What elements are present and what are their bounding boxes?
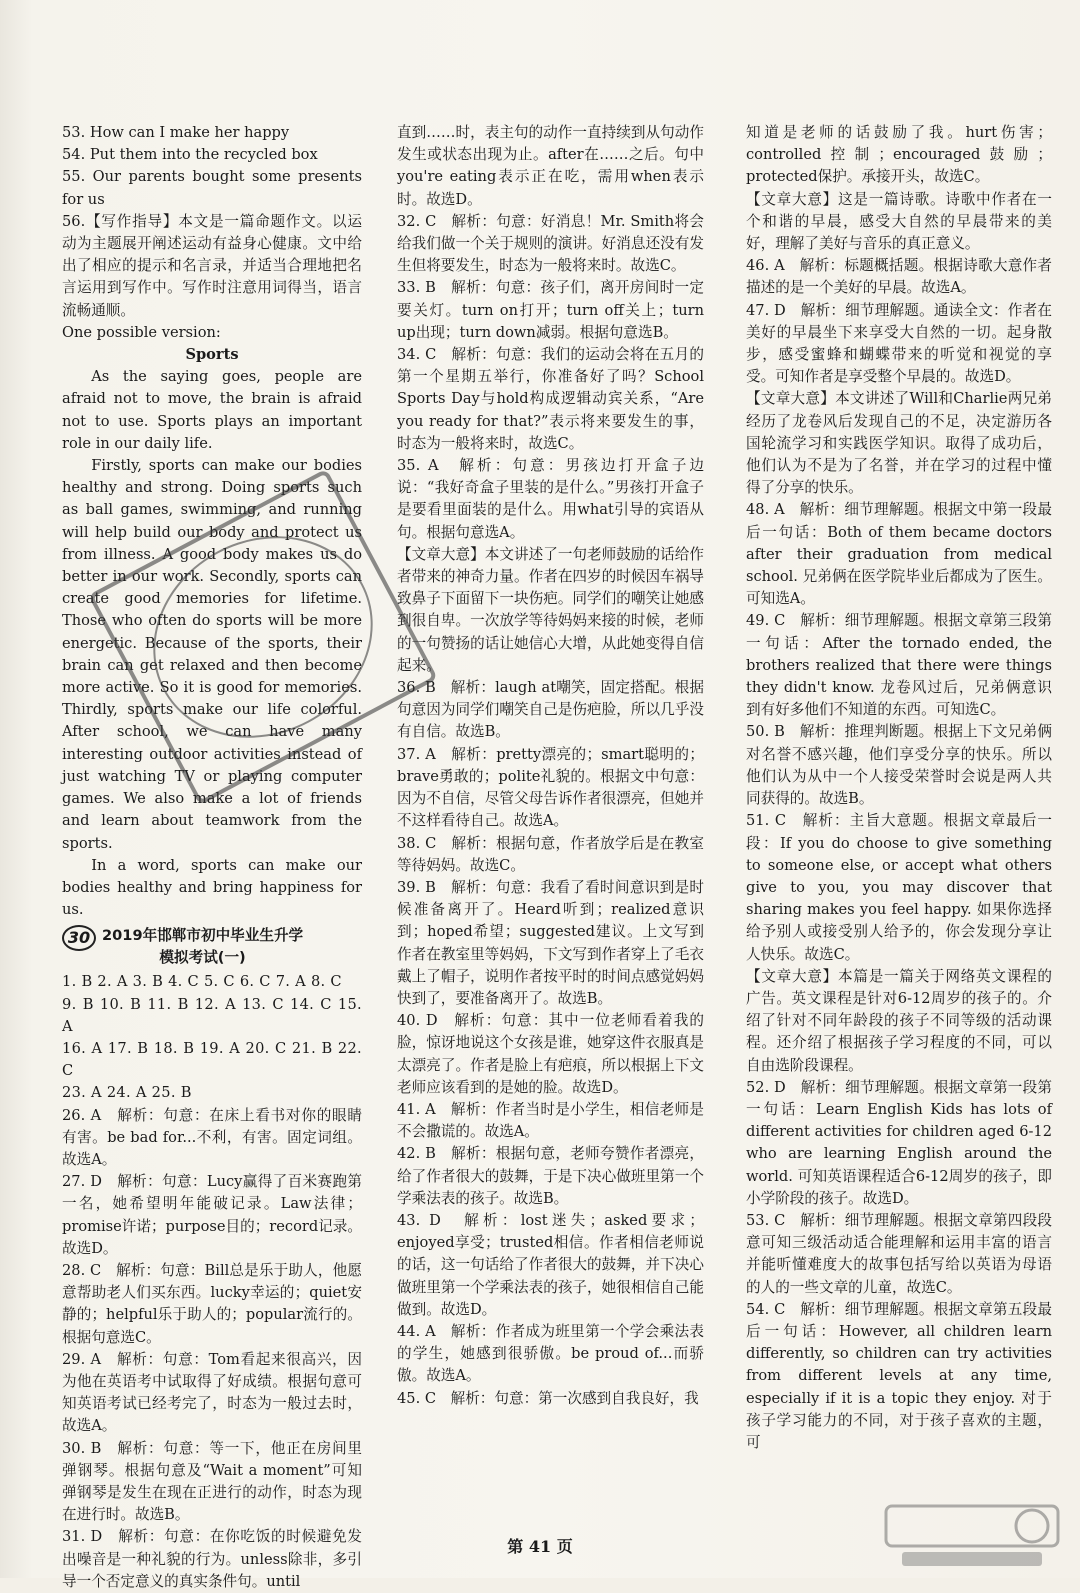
article-summary: 【文章大意】本文讲述了Will和Charlie两兄弟经历了龙卷风后发现自己的不足，决定游历各国轮流学习和实践医学知识。取得了成功后，他们认为不是为了名誉，并在学习的过程中懂得了分享的快乐。	[746, 390, 1052, 497]
explanation-item: 53. C 解析：细节理解题。根据文章第四段段意可知三级活动适合能理解和运用丰富的语言并能听懂难度大的故事包括写给以英语为母语的人的一些文章的儿童，故选C。	[746, 1211, 1052, 1296]
essay-paragraph: In a word, sports can make our bodies healthy and bring happiness for us.	[62, 856, 362, 919]
explanation-item: 49. C 解析：细节理解题。根据文章第三段第一句话：After the tornado ended, the brothers realized that there were things they didn't know. 龙卷风过后，兄弟俩意识到有好多他们不知道的东西。可知选C。	[746, 612, 1052, 719]
explanation-item: 30. B 解析：句意：等一下，他正在房间里弹钢琴。根据句意及“Wait a moment”可知弹钢琴是发生在现在正进行的动作，时态为现在进行时。故选B。	[62, 1439, 362, 1524]
explanation-item: 29. A 解析：句意：Tom看起来很高兴，因为他在英语考中试取得了好成绩。根据句意可知英语考试已经考完了，时态为一般过去时，故选A。	[62, 1350, 362, 1435]
answer-row: 16. A 17. B 18. B 19. A 20. C 21. B 22. C	[62, 1039, 362, 1080]
answer-row: 23. A 24. A 25. B	[62, 1084, 192, 1102]
explanation-item: 43. D 解析：lost迷失；asked要求；enjoyed享受；trusted相信。作者相信老师说的话，这一句话给了作者很大的鼓舞，并下决心做班里第一个学乘法表的孩子，她很相信自己能做到。故选D。	[397, 1211, 704, 1318]
watermark-logo	[882, 1502, 1062, 1572]
column-right	[746, 122, 1052, 1454]
section-number-badge: 30	[62, 925, 96, 951]
explanation-item: 直到……时，表主句的动作一直持续到从句动作发生或状态出现为止。after在……之后。句中you're eating表示正在吃，需用when表示时。故选D。	[397, 124, 704, 208]
explanation-item: 37. A 解析：pretty漂亮的；smart聪明的；brave勇敢的；polite礼貌的。根据文中句意：因为不自信，尽管父母告诉作者很漂亮，但她并不这样看待自己。故选A。	[397, 745, 704, 830]
explanation-item: 35. A 解析：句意：男孩边打开盒子边说：“我好奇盒子里装的是什么。”男孩打开盒子是要看里面装的是什么。用what引导的宾语从句。根据句意选A。	[397, 457, 704, 541]
answer-row: 1. B 2. A 3. B 4. C 5. C 6. C 7. A 8. C	[62, 973, 342, 991]
answer-line: 53. How can I make her happy	[62, 124, 290, 141]
essay-paragraph: As the saying goes, people are afraid not to move, the brain is afraid not to use. Sports plays an important role in our daily life.	[62, 368, 362, 452]
explanation-item: 42. B 解析：根据句意，老师夸赞作者漂亮，给了作者很大的鼓舞，于是下决心做班里第一个学乘法表的孩子。故选B。	[397, 1145, 704, 1207]
explanation-item: 47. D 解析：细节理解题。通读全文：作者在美好的早晨坐下来享受大自然的一切。起身散步，感受蜜蜂和蝴蝶带来的听觉和视觉的享受。可知作者是享受整个早晨的。故选D。	[746, 301, 1052, 386]
explanation-item: 52. D 解析：细节理解题。根据文章第一段第一句话：Learn English Kids has lots of different activities for children aged 6-12 who are learning English around the world. 可知英语课程适合6-12周岁的孩子，即小学阶段的孩子。故选D。	[746, 1078, 1052, 1207]
explanation-item: 40. D 解析：句意：其中一位老师看着我的脸，惊讶地说这个女孩是谁，她穿这件衣服真是太漂亮了。作者是脸上有疤痕，所以根据上下文老师应该看到的是她的脸。故选D。	[397, 1012, 704, 1096]
explanation-item: 27. D 解析：句意：Lucy赢得了百米赛跑第一名，她希望明年能破记录。Law法律；promise许诺；purpose目的；record记录。故选D。	[62, 1173, 362, 1257]
article-summary: 【文章大意】本文讲述了一句老师鼓励的话给作者带来的神奇力量。作者在四岁的时候因车祸导致鼻子下面留下一块伤疤。同学们的嘲笑让她感到很自卑。一次放学等待妈妈来接的时候，老师的一句赞扬的话让她信心大增，从此她变得自信起来。	[397, 545, 704, 674]
explanation-item: 45. C 解析：句意：第一次感到自我良好，我	[397, 1389, 699, 1407]
writing-guide: 56.【写作指导】本文是一篇命题作文。以运动为主题展开阐述运动有益身心健康。文中给出了相应的提示和名言录，并适当合理地把名言运用到写作中。写作时注意用词得当，语言流畅通顺。	[62, 212, 362, 319]
explanation-item: 26. A 解析：句意：在床上看书对你的眼睛有害。be bad for...不利，有害。固定词组。故选A。	[62, 1106, 362, 1168]
explanation-item: 46. A 解析：标题概括题。根据诗歌大意作者描述的是一个美好的早晨。故选A。	[746, 257, 1052, 297]
answer-line: 55. Our parents bought some presents for us	[62, 168, 362, 208]
section-title-block	[102, 925, 303, 969]
explanation-item: 51. C 解析：主旨大意题。根据文章最后一段：If you do choose to give something to someone else, or accept what others give to you, you may discover that sharing makes you feel happy. 如果你选择给予别人或接受别人给予的，你会发现分享让人快乐。故选C。	[746, 812, 1052, 963]
explanation-item: 38. C 解析：根据句意，作者放学后是在教室等待妈妈。故选C。	[397, 834, 704, 874]
page-number: 第 41 页	[507, 1537, 573, 1556]
essay-title: Sports	[185, 346, 239, 364]
article-summary: 【文章大意】这是一篇诗歌。诗歌中作者在一个和谐的早晨，感受大自然的早晨带来的美好，理解了美好与音乐的真正意义。	[746, 190, 1052, 253]
explanation-item: 54. C 解析：细节理解题。根据文章第五段最后一句话：However, all children learn differently, so children can try activities from different levels at any time, especially if it is a topic they enjoy. 对于孩子学习能力的不同，对于孩子喜欢的主题，可	[746, 1300, 1052, 1451]
answer-line: 54. Put them into the recycled box	[62, 146, 318, 164]
article-summary: 【文章大意】本篇是一篇关于网络英文课程的广告。英文课程是针对6-12周岁的孩子的。介绍了针对不同年龄段的孩子不同等级的活动课程。还介绍了根据孩子学习程度的不同，可以自由选阶段课程。	[746, 967, 1052, 1074]
explanation-item: 28. C 解析：句意：Bill总是乐于助人，他愿意帮助老人们买东西。lucky幸运的；quiet安静的；helpful乐于助人的；popular流行的。根据句意选C。	[62, 1261, 362, 1346]
essay-paragraph: Firstly, sports can make our bodies healthy and strong. Doing sports such as ball games, swimming, and running will help build our body and protect us from illness. A good body makes us do better in our work. Secondly, sports can create good memories for lifetime. Those who often do sports will be more energetic. Because of the sports, their brain can get relaxed and then become more active. So it is good for memories. Thirdly, sports make our life colorful. After school, we can have many interesting outdoor activities instead of just watching TV or playing computer games. We also make a lot of friends and learn about teamwork from the sports.	[62, 457, 362, 852]
explanation-item: 31. D 解析：句意：在你吃饭的时候避免发出噪音是一种礼貌的行为。unless除非，多引导一个否定意义的真实条件句。until	[62, 1528, 362, 1590]
explanation-item: 50. B 解析：推理判断题。根据上下文兄弟俩对名誉不感兴趣，他们享受分享的快乐。所以他们认为从中一个人接受荣誉时会说是两人共同获得的。故选B。	[746, 723, 1052, 808]
explanation-item: 39. B 解析：句意：我看了看时间意识到是时候准备离开了。Heard听到；realized意识到；hoped希望；suggested建议。上文写到作者在教室里等妈妈，下文写到作者穿上了毛衣戴上了帽子，说明作者按平时的时间点感觉妈妈快到了，要准备离开了。故选B。	[397, 878, 704, 1007]
answer-row: 9. B 10. B 11. B 12. A 13. C 14. C 15. A	[62, 995, 362, 1035]
section-header	[62, 925, 362, 969]
explanation-item: 41. A 解析：作者当时是小学生，相信老师是不会撒谎的。故选A。	[397, 1100, 704, 1141]
explanation-item: 知道是老师的话鼓励了我。hurt伤害；controlled控制；encouraged鼓励；protected保护。承接开头，故选C。	[746, 124, 1052, 186]
explanation-item: 33. B 解析：句意：孩子们，离开房间时一定要关灯。turn on打开；turn off关上；turn up出现；turn down减弱。根据句意选B。	[397, 279, 704, 341]
explanation-item: 34. C 解析：句意：我们的运动会将在五月的第一个星期五举行，你准备好了吗？School Sports Day与hold构成逻辑动宾关系，“Are you ready for that?”表示将来要发生的事，时态为一般将来时，故选C。	[397, 346, 704, 452]
explanation-item: 44. A 解析：作者成为班里第一个学会乘法表的学生，她感到很骄傲。be proud of...而骄傲。故选A。	[397, 1322, 704, 1385]
section-title-line: 模拟考试(一)	[159, 949, 246, 967]
column-middle	[397, 122, 704, 1410]
explanation-item: 32. C 解析：句意：好消息！Mr. Smith将会给我们做一个关于规则的演讲。好消息还没有发生但将要发生，时态为一般将来时。故选C。	[397, 212, 704, 275]
section-title-line: 2019年邯郸市初中毕业生升学	[102, 927, 304, 945]
explanation-item: 36. B 解析：laugh at嘲笑，固定搭配。根据句意因为同学们嘲笑自己是伤疤脸，所以几乎没有自信。故选B。	[397, 679, 704, 741]
column-left	[62, 122, 362, 1593]
explanation-item: 48. A 解析：细节理解题。根据文中第一段最后一句话：Both of them became doctors after their graduation from medical school. 兄弟俩在医学院毕业后都成为了医生。可知选A。	[746, 501, 1052, 608]
version-label: One possible version:	[62, 323, 221, 341]
